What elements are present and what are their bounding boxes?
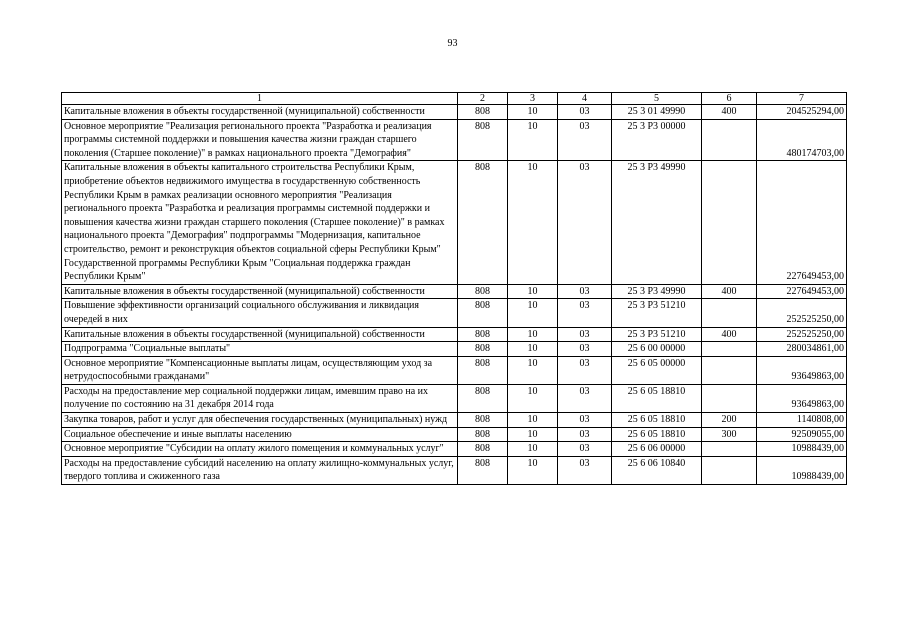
- row-code-cell: 300: [702, 427, 757, 442]
- row-code-cell: 03: [558, 384, 612, 412]
- row-code-cell: 10: [508, 299, 558, 327]
- row-code-cell: 808: [458, 299, 508, 327]
- table-row: [62, 299, 847, 327]
- row-sum-cell: 1140808,00: [757, 413, 847, 428]
- row-code-cell: [702, 119, 757, 161]
- table-row: [62, 161, 847, 284]
- row-code-cell: 808: [458, 413, 508, 428]
- row-code-cell: [702, 342, 757, 357]
- budget-table: [61, 92, 847, 485]
- row-code-cell: 03: [558, 413, 612, 428]
- row-code-cell: 808: [458, 427, 508, 442]
- row-code-cell: 400: [702, 105, 757, 120]
- row-code-cell: 10: [508, 284, 558, 299]
- row-code-cell: 25 3 01 49990: [612, 105, 702, 120]
- row-sum-cell: 92509055,00: [757, 427, 847, 442]
- row-code-cell: [702, 442, 757, 457]
- table-row: [62, 119, 847, 161]
- row-sum-cell: 93649863,00: [757, 356, 847, 384]
- row-code-cell: 03: [558, 327, 612, 342]
- row-code-cell: [702, 356, 757, 384]
- row-code-cell: 10: [508, 413, 558, 428]
- row-code-cell: 10: [508, 342, 558, 357]
- row-code-cell: 808: [458, 327, 508, 342]
- row-name-cell: Капитальные вложения в объекты государственной (муниципальной) собственности: [62, 327, 458, 342]
- table-row: [62, 356, 847, 384]
- row-name-cell: Подпрограмма "Социальные выплаты": [62, 342, 458, 357]
- row-sum-cell: 10988439,00: [757, 456, 847, 484]
- column-header: 6: [702, 93, 757, 105]
- row-code-cell: 808: [458, 342, 508, 357]
- row-code-cell: [702, 384, 757, 412]
- column-header: 4: [558, 93, 612, 105]
- row-code-cell: 03: [558, 456, 612, 484]
- row-code-cell: 25 6 00 00000: [612, 342, 702, 357]
- row-code-cell: 25 6 06 10840: [612, 456, 702, 484]
- row-code-cell: 25 6 05 18810: [612, 384, 702, 412]
- row-code-cell: 10: [508, 105, 558, 120]
- row-code-cell: 25 3 P3 51210: [612, 327, 702, 342]
- row-code-cell: 10: [508, 119, 558, 161]
- column-header: 3: [508, 93, 558, 105]
- table-header-row: [62, 93, 847, 105]
- row-code-cell: 25 6 06 00000: [612, 442, 702, 457]
- row-code-cell: 03: [558, 342, 612, 357]
- row-code-cell: 808: [458, 442, 508, 457]
- column-header: 1: [62, 93, 458, 105]
- row-code-cell: 10: [508, 384, 558, 412]
- row-code-cell: 03: [558, 105, 612, 120]
- row-code-cell: 25 6 05 00000: [612, 356, 702, 384]
- row-code-cell: 25 3 P3 51210: [612, 299, 702, 327]
- row-name-cell: Основное мероприятие "Реализация регионального проекта "Разработка и реализация программы системной поддержки и повышения качества жизни граждан старшего поколения (Старшее поколение)" в рамках национального проекта "Демография": [62, 119, 458, 161]
- column-header: 7: [757, 93, 847, 105]
- row-code-cell: 10: [508, 327, 558, 342]
- table-row: [62, 456, 847, 484]
- page-number: 93: [447, 38, 458, 49]
- row-code-cell: 808: [458, 105, 508, 120]
- column-header: 5: [612, 93, 702, 105]
- row-code-cell: 808: [458, 356, 508, 384]
- row-code-cell: 10: [508, 356, 558, 384]
- row-code-cell: [702, 161, 757, 284]
- row-code-cell: 808: [458, 284, 508, 299]
- row-code-cell: 808: [458, 384, 508, 412]
- row-sum-cell: 10988439,00: [757, 442, 847, 457]
- row-sum-cell: 227649453,00: [757, 284, 847, 299]
- row-name-cell: Социальное обеспечение и иные выплаты населению: [62, 427, 458, 442]
- row-sum-cell: 280034861,00: [757, 342, 847, 357]
- row-name-cell: Расходы на предоставление мер социальной поддержки лицам, имевшим право на их получение по состоянию на 31 декабря 2014 года: [62, 384, 458, 412]
- table-row: [62, 284, 847, 299]
- row-code-cell: 808: [458, 161, 508, 284]
- row-sum-cell: 252525250,00: [757, 327, 847, 342]
- table-row: [62, 327, 847, 342]
- row-code-cell: 808: [458, 119, 508, 161]
- row-code-cell: 10: [508, 427, 558, 442]
- row-code-cell: 25 3 P3 49990: [612, 161, 702, 284]
- row-code-cell: 200: [702, 413, 757, 428]
- row-code-cell: 03: [558, 161, 612, 284]
- table-row: [62, 342, 847, 357]
- table-row: [62, 442, 847, 457]
- row-name-cell: Основное мероприятие "Субсидии на оплату жилого помещения и коммунальных услуг": [62, 442, 458, 457]
- table-row: [62, 413, 847, 428]
- row-name-cell: Капитальные вложения в объекты капитального строительства Республики Крым, приобретение объектов недвижимого имущества в государственную собственность Республики Крым в рамках реализации основного мероприятия "Реализация регионального проекта "Разработка и реализация программы системной поддержки и повышения качества жизни граждан старшего поколения (Старшее поколение)" в рамках национального проекта "Демография" подпрограммы "Модернизация, капитальное строительство, ремонт и реконструкция объектов социальной сферы Республики Крым" Государственной программы Республики Крым "Социальная поддержка граждан Республики Крым": [62, 161, 458, 284]
- row-code-cell: 10: [508, 161, 558, 284]
- row-code-cell: [702, 299, 757, 327]
- row-code-cell: 25 6 05 18810: [612, 427, 702, 442]
- row-sum-cell: 227649453,00: [757, 161, 847, 284]
- table-row: [62, 105, 847, 120]
- row-sum-cell: 93649863,00: [757, 384, 847, 412]
- row-code-cell: 03: [558, 119, 612, 161]
- row-code-cell: 03: [558, 356, 612, 384]
- row-code-cell: 10: [508, 442, 558, 457]
- row-name-cell: Повышение эффективности организаций социального обслуживания и ликвидация очередей в них: [62, 299, 458, 327]
- row-code-cell: 808: [458, 456, 508, 484]
- row-code-cell: 400: [702, 284, 757, 299]
- row-code-cell: 25 3 P3 00000: [612, 119, 702, 161]
- row-code-cell: 03: [558, 284, 612, 299]
- column-header: 2: [458, 93, 508, 105]
- row-sum-cell: 252525250,00: [757, 299, 847, 327]
- row-code-cell: 25 6 05 18810: [612, 413, 702, 428]
- row-name-cell: Основное мероприятие "Компенсационные выплаты лицам, осуществляющим уход за нетрудоспособными гражданами": [62, 356, 458, 384]
- row-name-cell: Капитальные вложения в объекты государственной (муниципальной) собственности: [62, 284, 458, 299]
- row-code-cell: 03: [558, 299, 612, 327]
- row-code-cell: 25 3 P3 49990: [612, 284, 702, 299]
- row-code-cell: [702, 456, 757, 484]
- row-code-cell: 400: [702, 327, 757, 342]
- row-name-cell: Расходы на предоставление субсидий населению на оплату жилищно-коммунальных услуг, твердого топлива и сжиженного газа: [62, 456, 458, 484]
- row-code-cell: 03: [558, 427, 612, 442]
- row-sum-cell: 480174703,00: [757, 119, 847, 161]
- row-code-cell: 03: [558, 442, 612, 457]
- row-name-cell: Капитальные вложения в объекты государственной (муниципальной) собственности: [62, 105, 458, 120]
- row-sum-cell: 204525294,00: [757, 105, 847, 120]
- table-row: [62, 384, 847, 412]
- row-code-cell: 10: [508, 456, 558, 484]
- table-row: [62, 427, 847, 442]
- row-name-cell: Закупка товаров, работ и услуг для обеспечения государственных (муниципальных) нужд: [62, 413, 458, 428]
